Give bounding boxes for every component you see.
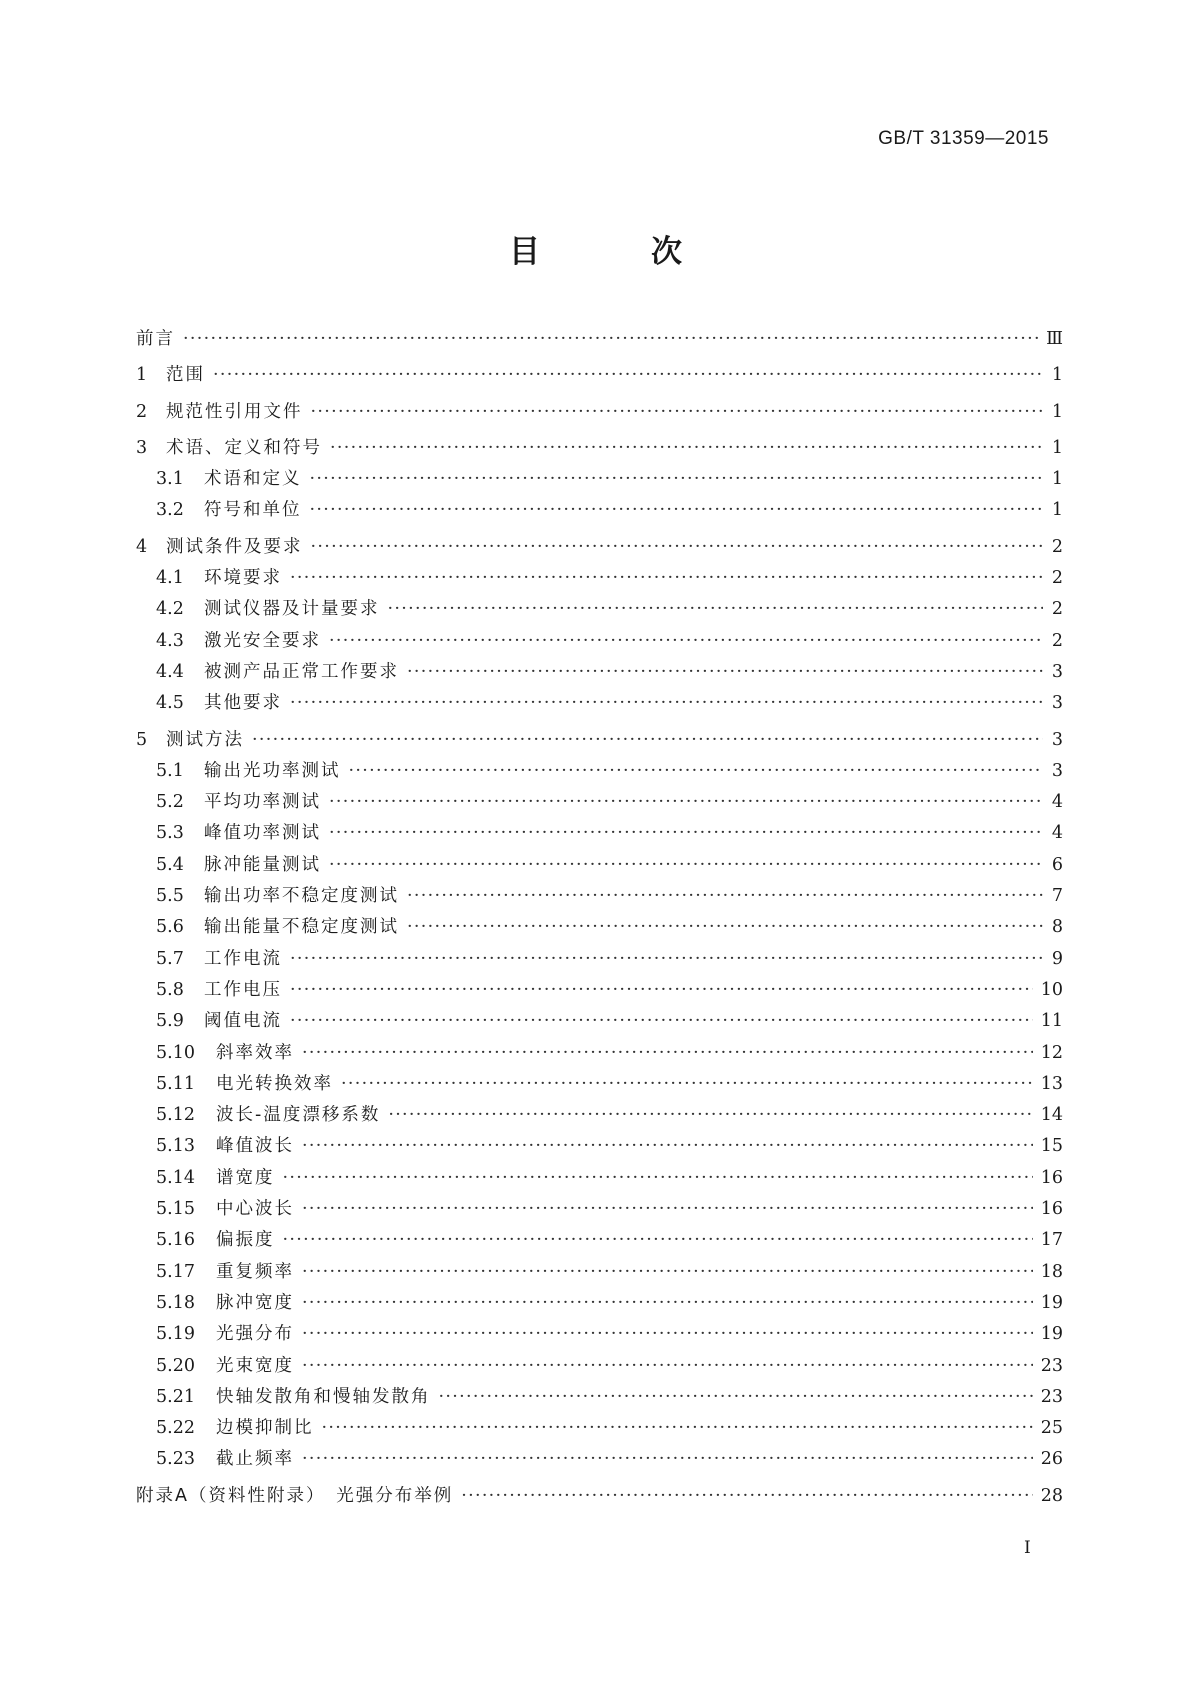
toc-entry-label: 输出功率不稳定度测试 [204,886,399,907]
toc-entry-label: 光强分布 [216,1324,294,1345]
toc-entry-label: 术语、定义和符号 [166,437,322,458]
toc-entry-label: 附录A（资料性附录） 光强分布举例 [136,1485,454,1506]
toc-leader-dots [290,949,1043,969]
toc-leader-dots [252,730,1043,750]
toc-entry[interactable] [136,434,1063,465]
toc-entry-label: 快轴发散角和慢轴发散角 [216,1386,431,1407]
toc-leader-dots [329,792,1043,812]
toc-leader-dots [311,402,1044,422]
toc-entry-number: 3.1 [156,469,184,490]
toc-entry-page: 12 [1040,1042,1063,1063]
toc-leader-dots [349,761,1044,781]
toc-entry-label: 截止频率 [216,1449,294,1470]
toc-leader-dots [329,823,1043,843]
toc-entry-page: 26 [1040,1449,1063,1470]
toc-entry[interactable] [136,1383,1063,1414]
toc-entry-page: 6 [1051,854,1063,875]
toc-entry-page: 1 [1051,437,1063,458]
toc-entry-label: 激光安全要求 [204,630,321,651]
standard-number: GB/T 31359—2015 [878,128,1049,149]
toc-entry-number: 5.13 [156,1136,195,1157]
toc-entry[interactable] [136,1226,1063,1257]
toc-entry-page: 1 [1051,401,1063,422]
toc-entry-number: 5.10 [156,1042,195,1063]
toc-entry-number: 5.12 [156,1105,195,1126]
toc-entry[interactable] [136,882,1063,913]
toc-entry[interactable] [136,1070,1063,1101]
toc-entry-page: 16 [1040,1199,1063,1220]
toc-entry-number: 5.16 [156,1230,195,1251]
toc-entry-page: 23 [1040,1355,1063,1376]
toc-entry-label: 谱宽度 [216,1167,275,1188]
toc-entry-label: 重复频率 [216,1261,294,1282]
toc-entry-number: 5.18 [156,1292,195,1313]
toc-leader-dots [302,1356,1033,1376]
toc-entry-page: 1 [1051,500,1063,521]
toc-entry-label: 阈值电流 [204,1011,282,1032]
toc-entry-number: 5.20 [156,1355,195,1376]
toc-leader-dots [283,1168,1033,1188]
toc-leader-dots [311,537,1044,557]
toc-leader-dots [290,568,1043,588]
toc-entry[interactable] [136,1164,1063,1195]
toc-entry-number: 4.3 [156,630,184,651]
toc-entry[interactable] [136,1352,1063,1383]
toc-entry-label: 输出能量不稳定度测试 [204,917,399,938]
toc-entry-label: 测试仪器及计量要求 [204,599,380,620]
toc-entry-label: 前言 [136,329,175,349]
toc-leader-dots [302,1136,1033,1156]
toc-entry-number: 5.6 [156,917,184,938]
toc-leader-dots [461,1486,1032,1506]
toc-entry-page: 18 [1040,1261,1063,1282]
toc-entry[interactable] [136,325,1063,356]
toc-entry-label: 中心波长 [216,1199,294,1220]
toc-entry-page: 1 [1051,469,1063,490]
toc-leader-dots [302,1324,1033,1344]
toc-entry-page: 2 [1051,630,1063,651]
toc-leader-dots [302,1293,1033,1313]
toc-entry[interactable] [136,976,1063,1007]
toc-leader-dots [302,1199,1033,1219]
toc-entry-page: Ⅲ [1046,329,1063,349]
toc-entry-label: 电光转换效率 [216,1073,333,1094]
toc-entry-page: 1 [1051,365,1063,386]
toc-entry-label: 斜率效率 [216,1042,294,1063]
toc-entry-label: 工作电流 [204,948,282,969]
toc-entry-page: 19 [1040,1292,1063,1313]
toc-leader-dots [310,500,1044,520]
toc-entry[interactable] [136,595,1063,626]
toc-entry[interactable] [136,1007,1063,1038]
toc-entry-number: 5.8 [156,979,184,1000]
toc-entry-page: 14 [1040,1105,1063,1126]
toc-leader-dots [283,1230,1033,1250]
toc-entry[interactable] [136,1039,1063,1070]
toc-entry-label: 符号和单位 [204,500,302,521]
toc-entry-number: 5.21 [156,1386,195,1407]
toc-leader-dots [407,662,1043,682]
toc-entry-page: 23 [1040,1386,1063,1407]
toc-entry-page: 3 [1051,760,1063,781]
toc-entry[interactable] [136,658,1063,689]
toc-entry[interactable] [136,1101,1063,1132]
toc-entry[interactable] [136,1258,1063,1289]
toc-leader-dots [388,1105,1032,1125]
toc-entry-number: 5.5 [156,886,184,907]
toc-entry[interactable] [136,726,1063,757]
toc-entry-label: 工作电压 [204,979,282,1000]
page-number: Ⅰ [1024,1538,1031,1558]
toc-entry[interactable] [136,361,1063,392]
toc-entry[interactable] [136,1482,1063,1513]
toc-entry-page: 2 [1051,568,1063,589]
toc-leader-dots [310,469,1044,489]
toc-entry-page: 13 [1040,1073,1063,1094]
toc-leader-dots [290,980,1033,1000]
toc-entry-label: 峰值波长 [216,1136,294,1157]
toc-entry[interactable] [136,627,1063,658]
toc-entry-page: 3 [1051,661,1063,682]
toc-entry[interactable] [136,465,1063,496]
toc-entry-label: 测试条件及要求 [166,536,303,557]
toc-entry-number: 4.1 [156,568,184,589]
toc-entry-label: 波长-温度漂移系数 [216,1105,381,1126]
toc-entry-label: 术语和定义 [204,469,302,490]
toc-leader-dots [302,1449,1033,1469]
toc-entry-number: 5.11 [156,1073,195,1094]
toc-leader-dots [290,693,1043,713]
toc-entry-number: 4.5 [156,693,184,714]
table-of-contents [136,325,1063,1513]
toc-entry[interactable] [136,1132,1063,1163]
toc-entry-number: 5.14 [156,1167,195,1188]
toc-entry[interactable] [136,398,1063,429]
toc-title: 目 次 [509,234,722,270]
toc-leader-dots [213,365,1043,385]
toc-entry-label: 规范性引用文件 [166,401,303,422]
toc-entry-number: 5.7 [156,948,184,969]
toc-entry-label: 环境要求 [204,568,282,589]
toc-entry-label: 被测产品正常工作要求 [204,661,399,682]
toc-entry-number: 5.1 [156,760,184,781]
toc-leader-dots [407,917,1043,937]
toc-entry-number: 2 [136,401,148,422]
toc-entry-number: 5.22 [156,1418,195,1439]
toc-entry-page: 4 [1051,823,1063,844]
toc-entry-label: 峰值功率测试 [204,823,321,844]
toc-entry-label: 范围 [166,365,205,386]
toc-entry-page: 2 [1051,599,1063,620]
toc-entry[interactable] [136,496,1063,527]
toc-entry-page: 2 [1051,536,1063,557]
toc-entry-label: 脉冲宽度 [216,1292,294,1313]
toc-leader-dots [330,438,1043,458]
toc-entry-page: 4 [1051,792,1063,813]
toc-entry-page: 9 [1051,948,1063,969]
toc-entry-number: 5 [136,729,148,750]
toc-entry-page: 25 [1040,1418,1063,1439]
toc-leader-dots [329,631,1043,651]
toc-entry-number: 5.15 [156,1199,195,1220]
toc-entry-number: 5.9 [156,1011,184,1032]
toc-entry[interactable] [136,689,1063,720]
toc-entry-label: 测试方法 [166,729,244,750]
toc-entry-label: 偏振度 [216,1230,275,1251]
toc-leader-dots [302,1043,1033,1063]
toc-entry-label: 平均功率测试 [204,792,321,813]
toc-entry[interactable] [136,1289,1063,1320]
toc-entry[interactable] [136,1195,1063,1226]
toc-entry-number: 1 [136,365,148,386]
toc-leader-dots [341,1074,1033,1094]
toc-leader-dots [302,1262,1033,1282]
toc-leader-dots [407,886,1043,906]
toc-entry[interactable] [136,1320,1063,1351]
toc-entry-page: 3 [1051,729,1063,750]
toc-entry-page: 28 [1040,1485,1063,1506]
toc-entry[interactable] [136,788,1063,819]
toc-entry-number: 5.4 [156,854,184,875]
toc-entry-number: 3.2 [156,500,184,521]
toc-entry[interactable] [136,945,1063,976]
toc-entry-label: 脉冲能量测试 [204,854,321,875]
toc-entry[interactable] [136,1445,1063,1476]
toc-entry-page: 11 [1040,1011,1063,1032]
toc-entry-number: 5.2 [156,792,184,813]
toc-entry-number: 5.23 [156,1449,195,1470]
toc-entry[interactable] [136,819,1063,850]
toc-leader-dots [439,1387,1033,1407]
toc-leader-dots [329,855,1043,875]
toc-entry-label: 输出光功率测试 [204,760,341,781]
toc-entry-number: 5.19 [156,1324,195,1345]
toc-entry-page: 10 [1040,979,1063,1000]
toc-entry-page: 19 [1040,1324,1063,1345]
toc-leader-dots [183,329,1038,349]
toc-leader-dots [290,1011,1033,1031]
toc-entry[interactable] [136,564,1063,595]
toc-entry[interactable] [136,851,1063,882]
toc-entry-page: 17 [1040,1230,1063,1251]
toc-entry-number: 4.4 [156,661,184,682]
toc-entry-number: 3 [136,437,148,458]
toc-entry-page: 16 [1040,1167,1063,1188]
toc-leader-dots [388,599,1044,619]
toc-entry-page: 8 [1051,917,1063,938]
toc-entry[interactable] [136,1414,1063,1445]
toc-entry-label: 光束宽度 [216,1355,294,1376]
toc-entry-number: 5.17 [156,1261,195,1282]
toc-entry-label: 其他要求 [204,693,282,714]
toc-entry-number: 4.2 [156,599,184,620]
toc-entry-label: 边模抑制比 [216,1418,314,1439]
toc-entry[interactable] [136,913,1063,944]
toc-entry-number: 4 [136,536,148,557]
toc-entry[interactable] [136,533,1063,564]
toc-entry-page: 15 [1040,1136,1063,1157]
toc-entry-number: 5.3 [156,823,184,844]
toc-leader-dots [322,1418,1033,1438]
toc-entry-page: 7 [1051,886,1063,907]
toc-entry-page: 3 [1051,693,1063,714]
toc-entry[interactable] [136,757,1063,788]
